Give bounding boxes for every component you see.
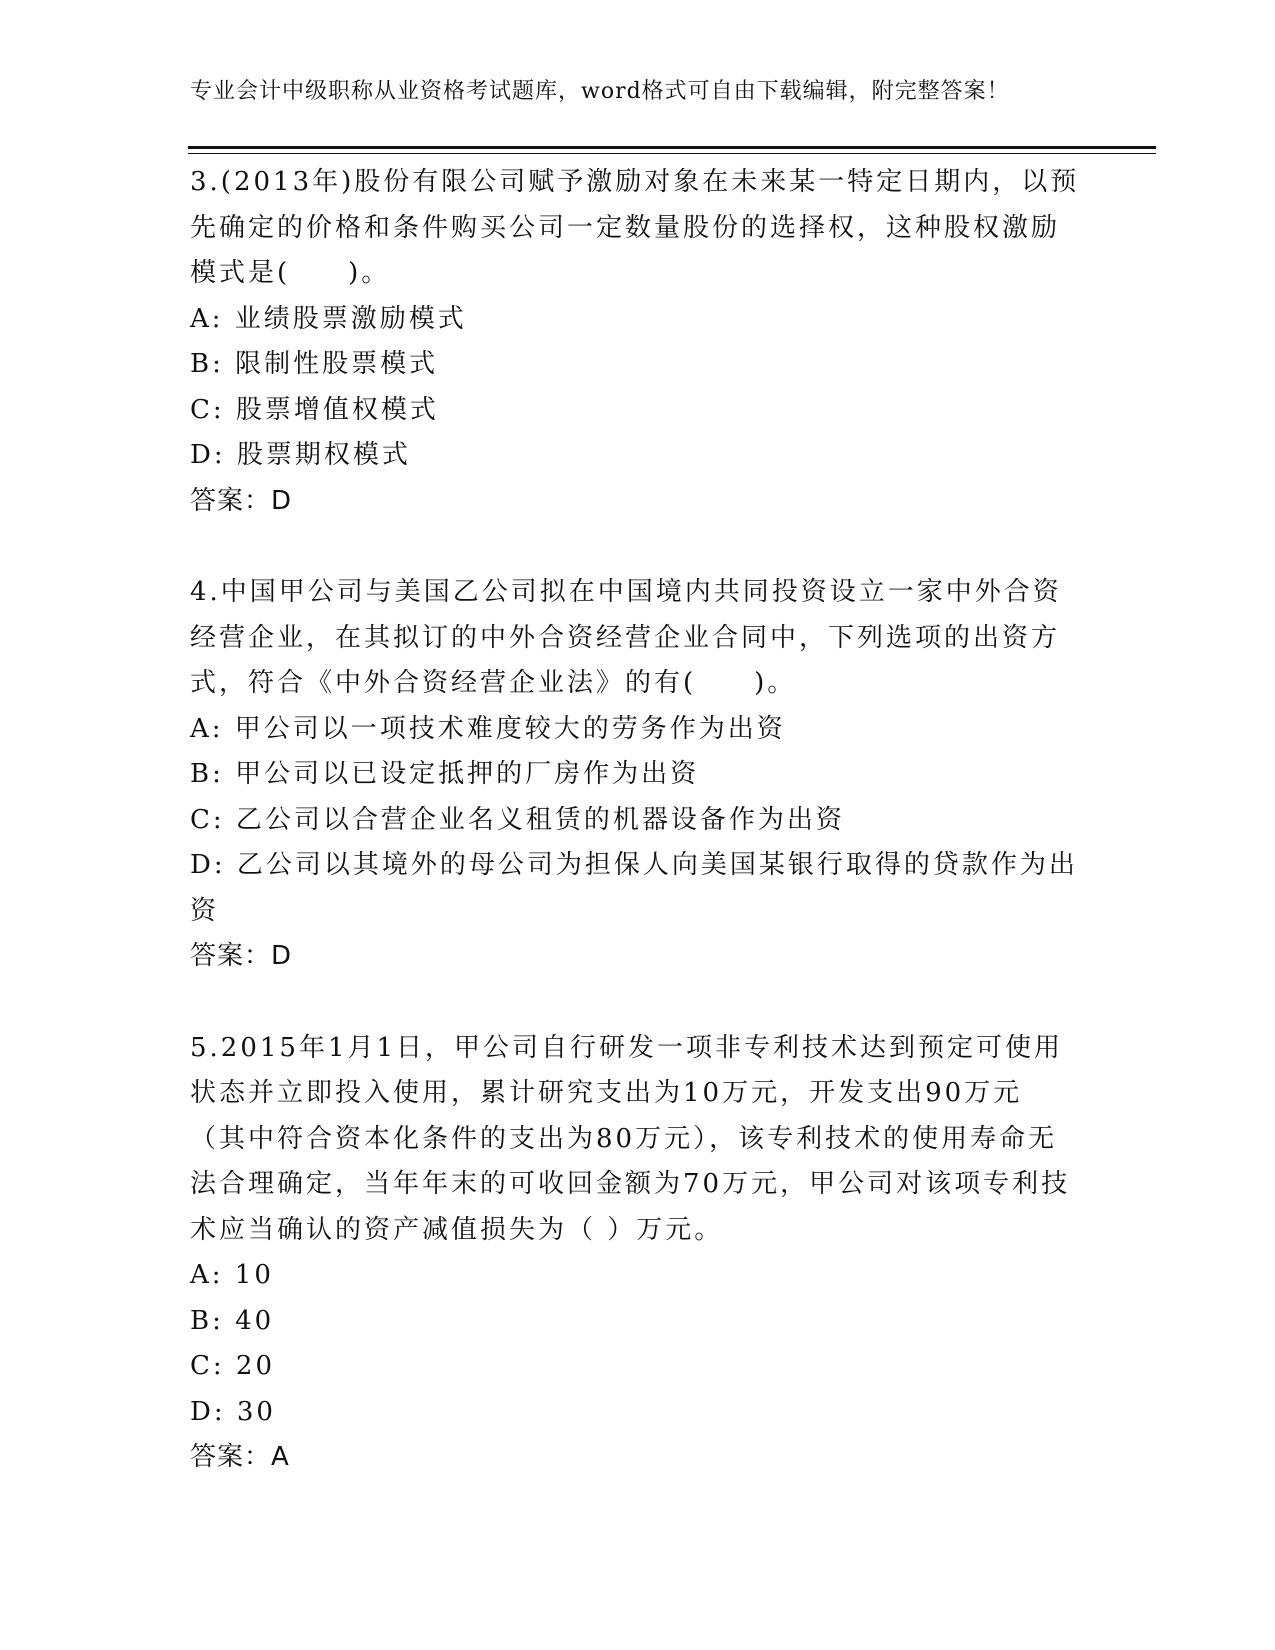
option-a: A: 10: [190, 1260, 274, 1290]
option-a: A: 业绩股票激励模式: [190, 303, 467, 334]
question-stem: 5.2015年1月1日，甲公司自行研发一项非专利技术达到预定可使用状态并立即投入使用，累计研究支出为10万元，开发支出90万元（其中符合资本化条件的支出为80万元），该专利技术的使用寿命无法合理确定，当年年末的可收回金额为70万元，甲公司对该项专利技术应当确认的资产减值损失为（ ）万元。: [190, 1032, 1071, 1245]
header-rule-thin: [188, 153, 1156, 154]
option-a: A: 甲公司以一项技术难度较大的劳务作为出资: [190, 713, 786, 744]
option-c: C: 20: [190, 1351, 276, 1381]
answer: 答案：A: [190, 1442, 290, 1472]
question-5: [190, 1026, 1080, 1481]
page-header-text: 专业会计中级职称从业资格考试题库，word格式可自由下载编辑，附完整答案！: [190, 79, 1010, 104]
question-list: [190, 160, 1080, 1481]
question-4: [190, 570, 1080, 980]
answer: 答案：D: [190, 941, 293, 971]
option-b: B: 40: [190, 1305, 275, 1336]
question-stem: 3.(2013年)股份有限公司赋予激励对象在未来某一特定日期内，以预先确定的价格和条件购买公司一定数量股份的选择权，这种股权激励模式是( )。: [190, 167, 1080, 288]
option-d: D: 30: [190, 1396, 276, 1427]
question-stem: 4.中国甲公司与美国乙公司拟在中国境内共同投资设立一家中外合资经营企业，在其拟订的中外合资经营企业合同中，下列选项的出资方式，符合《中外合资经营企业法》的有( )。: [190, 577, 1062, 698]
answer: 答案：D: [190, 485, 293, 516]
option-d: D: 股票期权模式: [190, 440, 411, 470]
header-rule-thick: [188, 146, 1156, 149]
question-3: [190, 160, 1080, 524]
option-b: B: 甲公司以已设定抵押的厂房作为出资: [190, 759, 700, 789]
option-c: C: 股票增值权模式: [190, 394, 439, 425]
option-b: B: 限制性股票模式: [190, 349, 439, 379]
option-c: C: 乙公司以合营企业名义租赁的机器设备作为出资: [190, 804, 845, 835]
option-d: D: 乙公司以其境外的母公司为担保人向美国某银行取得的贷款作为出资: [190, 850, 1078, 926]
